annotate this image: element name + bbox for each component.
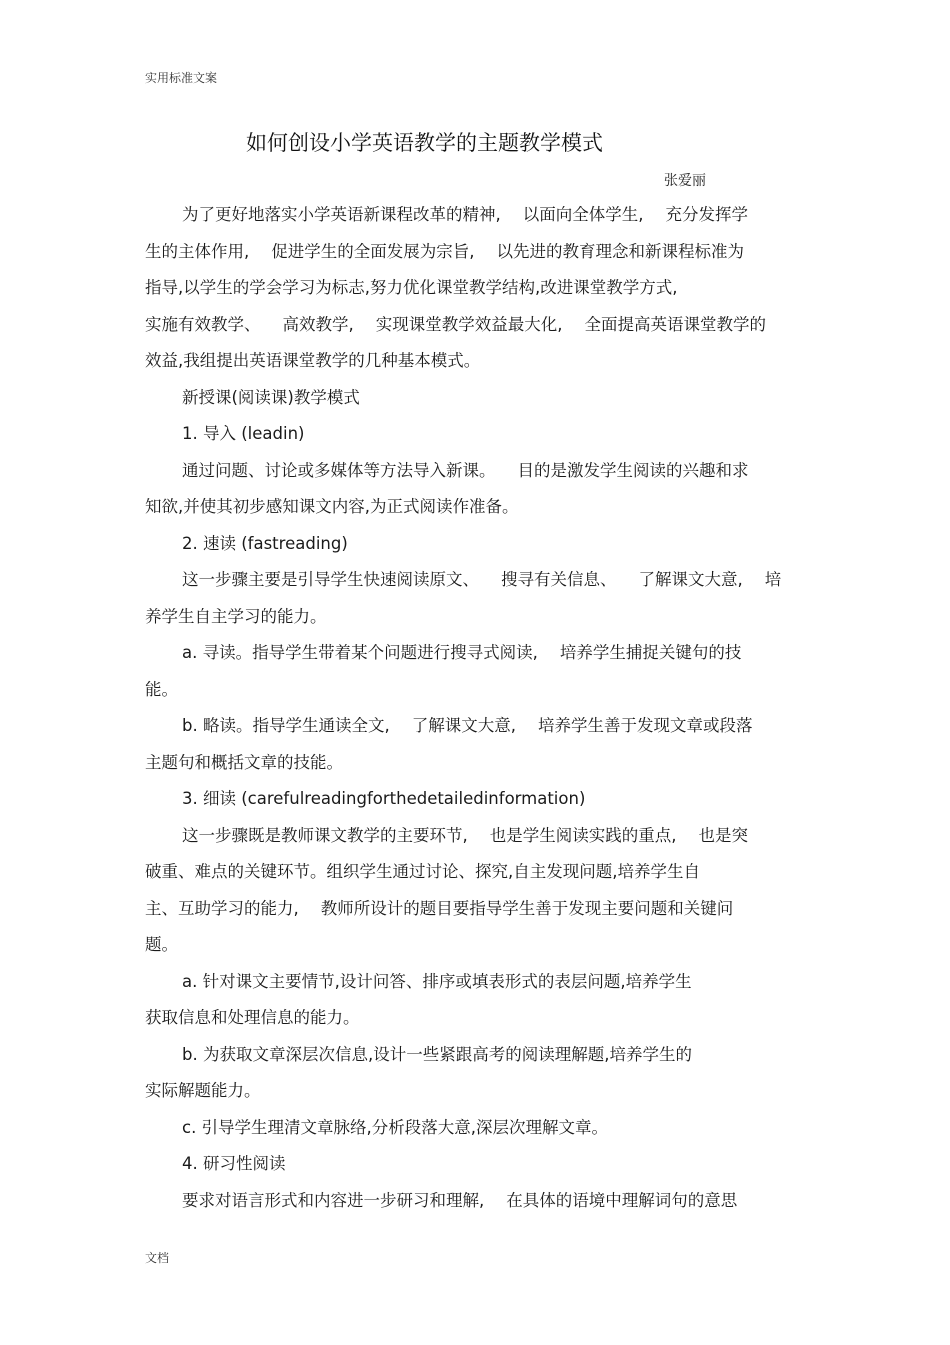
page-title: 如何创设小学英语教学的主题教学模式 [246,131,603,155]
text-segment: 了解课文大意, [411,716,516,735]
text-line [145,1073,810,1110]
text-line [145,745,810,782]
text-segment: 实施有效教学、 [145,314,261,334]
text-line [145,1146,810,1183]
text-line [145,562,810,599]
text-segment: c. 引导学生理清文章脉络,分析段落大意,深层次理解文章。 [182,1117,609,1137]
text-segment: 了解课文大意, [638,570,743,589]
text-line [145,526,810,563]
text-line [145,343,810,380]
text-line [145,197,810,234]
text-segment: 获取信息和处理信息的能力。 [145,1008,360,1027]
text-segment: a. 针对课文主要情节,设计问答、排序或填表形式的表层问题,培养学生 [182,971,692,991]
text-line [145,489,810,526]
text-line [145,1183,810,1220]
text-segment: 要求对语言形式和内容进一步研习和理解, [182,1190,485,1210]
text-line [145,708,810,745]
text-segment: 这一步骤主要是引导学生快速阅读原文、 [182,570,479,589]
text-segment: 培养学生善于发现文章或段落 [537,716,753,735]
text-line [145,234,810,271]
text-line [145,453,810,490]
text-segment: 实际解题能力。 [145,1081,261,1100]
text-line [145,307,810,344]
text-line [145,635,810,672]
text-line [145,927,810,964]
text-line [145,854,810,891]
text-line [145,781,810,818]
text-line [145,599,810,636]
text-segment: 也是突 [698,825,748,845]
text-segment: 以先进的教育理念和新课程标准为 [496,241,744,261]
text-segment: 以面向全体学生, [522,205,644,224]
text-line [145,1037,810,1074]
text-line [145,1110,810,1147]
text-segment: 效益,我组提出英语课堂教学的几种基本模式。 [145,351,481,370]
text-segment: 3. 细读 (carefulreadingforthedetailedinformation) [182,789,586,808]
text-line [145,1000,810,1037]
text-segment: 这一步骤既是教师课文教学的主要环节, [182,825,468,845]
author-name: 张爱丽 [664,173,706,189]
text-line [145,416,810,453]
text-segment: 生的主体作用, [145,241,250,261]
text-segment: 搜寻有关信息、 [501,570,617,589]
text-segment: 在具体的语境中理解词句的意思 [506,1190,738,1210]
text-segment: 养学生自主学习的能力。 [145,606,327,626]
text-segment: 题。 [145,935,178,954]
text-line [145,818,810,855]
page-header: 实用标准文案 [145,71,218,85]
text-segment: 也是学生阅读实践的重点, [489,825,677,845]
text-segment: 主、互助学习的能力, [145,898,299,918]
text-segment: 4. 研习性阅读 [182,1154,286,1173]
text-segment: 培 [764,570,782,589]
text-segment: 培养学生捕捉关键句的技 [559,643,742,662]
text-line [145,672,810,709]
text-segment: 全面提高英语课堂教学的 [584,314,766,334]
text-segment: b. 略读。指导学生通读全文, [182,716,390,735]
document-body [145,197,810,1219]
text-segment: 充分发挥学 [665,205,748,224]
text-segment: 促进学生的全面发展为宗旨, [271,241,475,261]
text-segment: 主题句和概括文章的技能。 [145,752,343,772]
text-segment: 指导,以学生的学会学习为标志,努力优化课堂教学结构,改进课堂教学方式, [145,278,678,297]
text-line [145,964,810,1001]
text-segment: 新授课(阅读课)教学模式 [182,387,360,407]
page-footer: 文档 [145,1251,170,1265]
text-segment: 目的是激发学生阅读的兴趣和求 [517,460,749,480]
text-segment: 通过问题、讨论或多媒体等方法导入新课。 [182,460,496,480]
text-segment: b. 为获取文章深层次信息,设计一些紧跟高考的阅读理解题,培养学生的 [182,1044,692,1064]
text-segment: 为了更好地落实小学英语新课程改革的精神, [182,205,501,224]
text-line [145,270,810,307]
text-segment: 知欲,并使其初步感知课文内容,为正式阅读作准备。 [145,497,519,516]
text-segment: 2. 速读 (fastreading) [182,533,348,553]
text-segment: 高效教学, [282,314,354,334]
text-segment: 教师所设计的题目要指导学生善于发现主要问题和关键问 [320,898,734,918]
text-segment: 1. 导入 (leadin) [182,424,305,443]
text-line [145,891,810,928]
text-segment: 实现课堂教学效益最大化, [375,314,563,334]
text-segment: 破重、难点的关键环节。组织学生通过讨论、探究,自主发现问题,培养学生自 [145,862,700,881]
text-segment: a. 寻读。指导学生带着某个问题进行搜寻式阅读, [182,643,538,662]
text-line [145,380,810,417]
text-segment: 能。 [145,679,178,699]
